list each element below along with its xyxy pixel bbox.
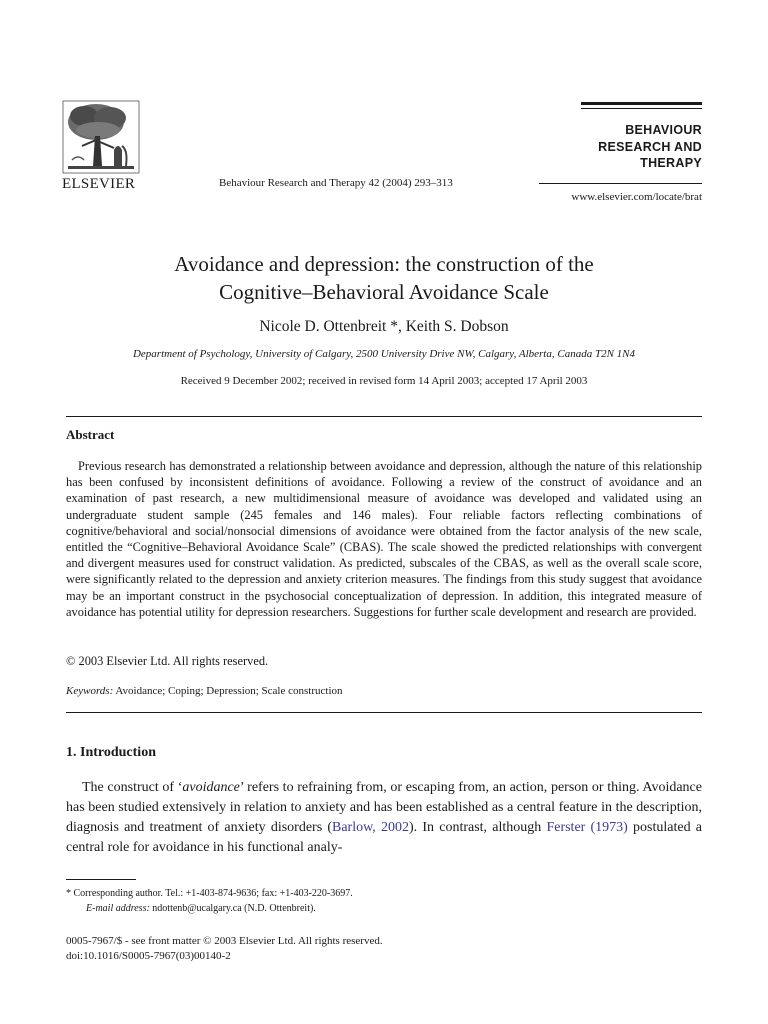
article-history: Received 9 December 2002; received in revised form 14 April 2003; accepted 17 April 2003 [180,375,588,387]
url-rule [539,183,702,184]
footnote-email [66,901,353,916]
abstract-body [66,458,702,620]
section-divider [66,416,702,417]
citation-link-ferster[interactable]: Ferster (1973) [546,820,628,835]
abstract-heading: Abstract [66,427,115,442]
footnotes [66,886,353,916]
brand-line: RESEARCH AND [598,139,702,154]
keywords-label: Keywords: [66,685,114,697]
footnote-rule [66,879,136,880]
intro-text: postulated a central role for avoidance in his functional analy- [66,820,702,855]
publisher-logo-text: ELSEVIER [62,176,136,192]
intro-text: The construct of ‘ [82,780,183,795]
author-affiliation: Department of Psychology, University of Calgary, 2500 University Drive NW, Calgary, Alberta, Canada T2N 1N4 [132,348,635,360]
intro-text: ). In contrast, although [409,820,547,835]
abstract-paragraph: Previous research has demonstrated a relationship between avoidance and depression, although the nature of this relationship has been confused by inconsistent definitions of avoidance. Following a review of the construct of avoidance and an examination of past research, a new multidimensional measure of avoidance was developed and validated using an undergraduate student sample (245 females and 146 males). Four reliable factors reflecting combinations of cognitive/behavioral and social/nonsocial dimensions of avoidance were obtained from the factor analysis of the new scale, entitled the “Cognitive–Behavioral Avoidance Scale” (CBAS). The scale showed the predicted relationships with convergent and divergent measures used for construct validation. As predicted, subscales of the CBAS, as well as the overall scale score, were significantly related to the depression and anxiety criterion measures. The findings from this study suggest that avoidance may be an important construct in the psychosocial conceptualization of depression. In addition, this integrated measure of avoidance has potential utility for depression researchers. Suggestions for further scale development and research are provided. [66,459,702,619]
front-matter-info [66,934,383,964]
footnote-corresponding: * Corresponding author. Tel.: +1-403-874-9636; fax: +1-403-220-3697. [66,888,353,899]
journal-url[interactable]: www.elsevier.com/locate/brat [571,191,702,203]
abstract-copyright: © 2003 Elsevier Ltd. All rights reserved. [66,654,269,668]
keywords [66,685,343,697]
section-divider [66,712,702,713]
journal-citation: Behaviour Research and Therapy 42 (2004) 293–313 [219,177,453,189]
keywords-list: Avoidance; Coping; Depression; Scale construction [115,685,343,697]
section-heading: 1. Introduction [66,745,156,760]
brand-rule [581,108,702,109]
email-address[interactable]: ndottenb@ucalgary.ca (N.D. Ottenbreit). [152,903,316,914]
issn-line: 0005-7967/$ - see front matter © 2003 Elsevier Ltd. All rights reserved. [66,935,383,947]
journal-brand [598,122,702,172]
article-title [66,250,702,306]
author-list: Nicole D. Ottenbreit *, Keith S. Dobson [259,318,509,335]
citation-link-barlow[interactable]: Barlow, 2002 [332,820,410,835]
intro-emphasis: avoidance [182,780,240,795]
title-line: Avoidance and depression: the construction of the [174,252,594,276]
brand-line: THERAPY [640,156,702,170]
introduction-body [66,778,702,858]
doi-line[interactable]: doi:10.1016/S0005-7967(03)00140-2 [66,950,231,962]
title-line: Cognitive–Behavioral Avoidance Scale [219,280,549,304]
brand-line: BEHAVIOUR [625,123,702,137]
elsevier-tree-logo-icon [62,100,140,174]
email-label: E-mail address: [86,903,150,914]
introduction-paragraph [66,778,702,858]
intro-text: ’ refers to refraining from, or escaping from, an action, person or thing. Avoidance has been studied extensively in relation to anxiety and has been established as a central feature in the description, diagnosis and treatment of anxiety disorders ( [66,780,702,835]
brand-rule [581,102,702,105]
